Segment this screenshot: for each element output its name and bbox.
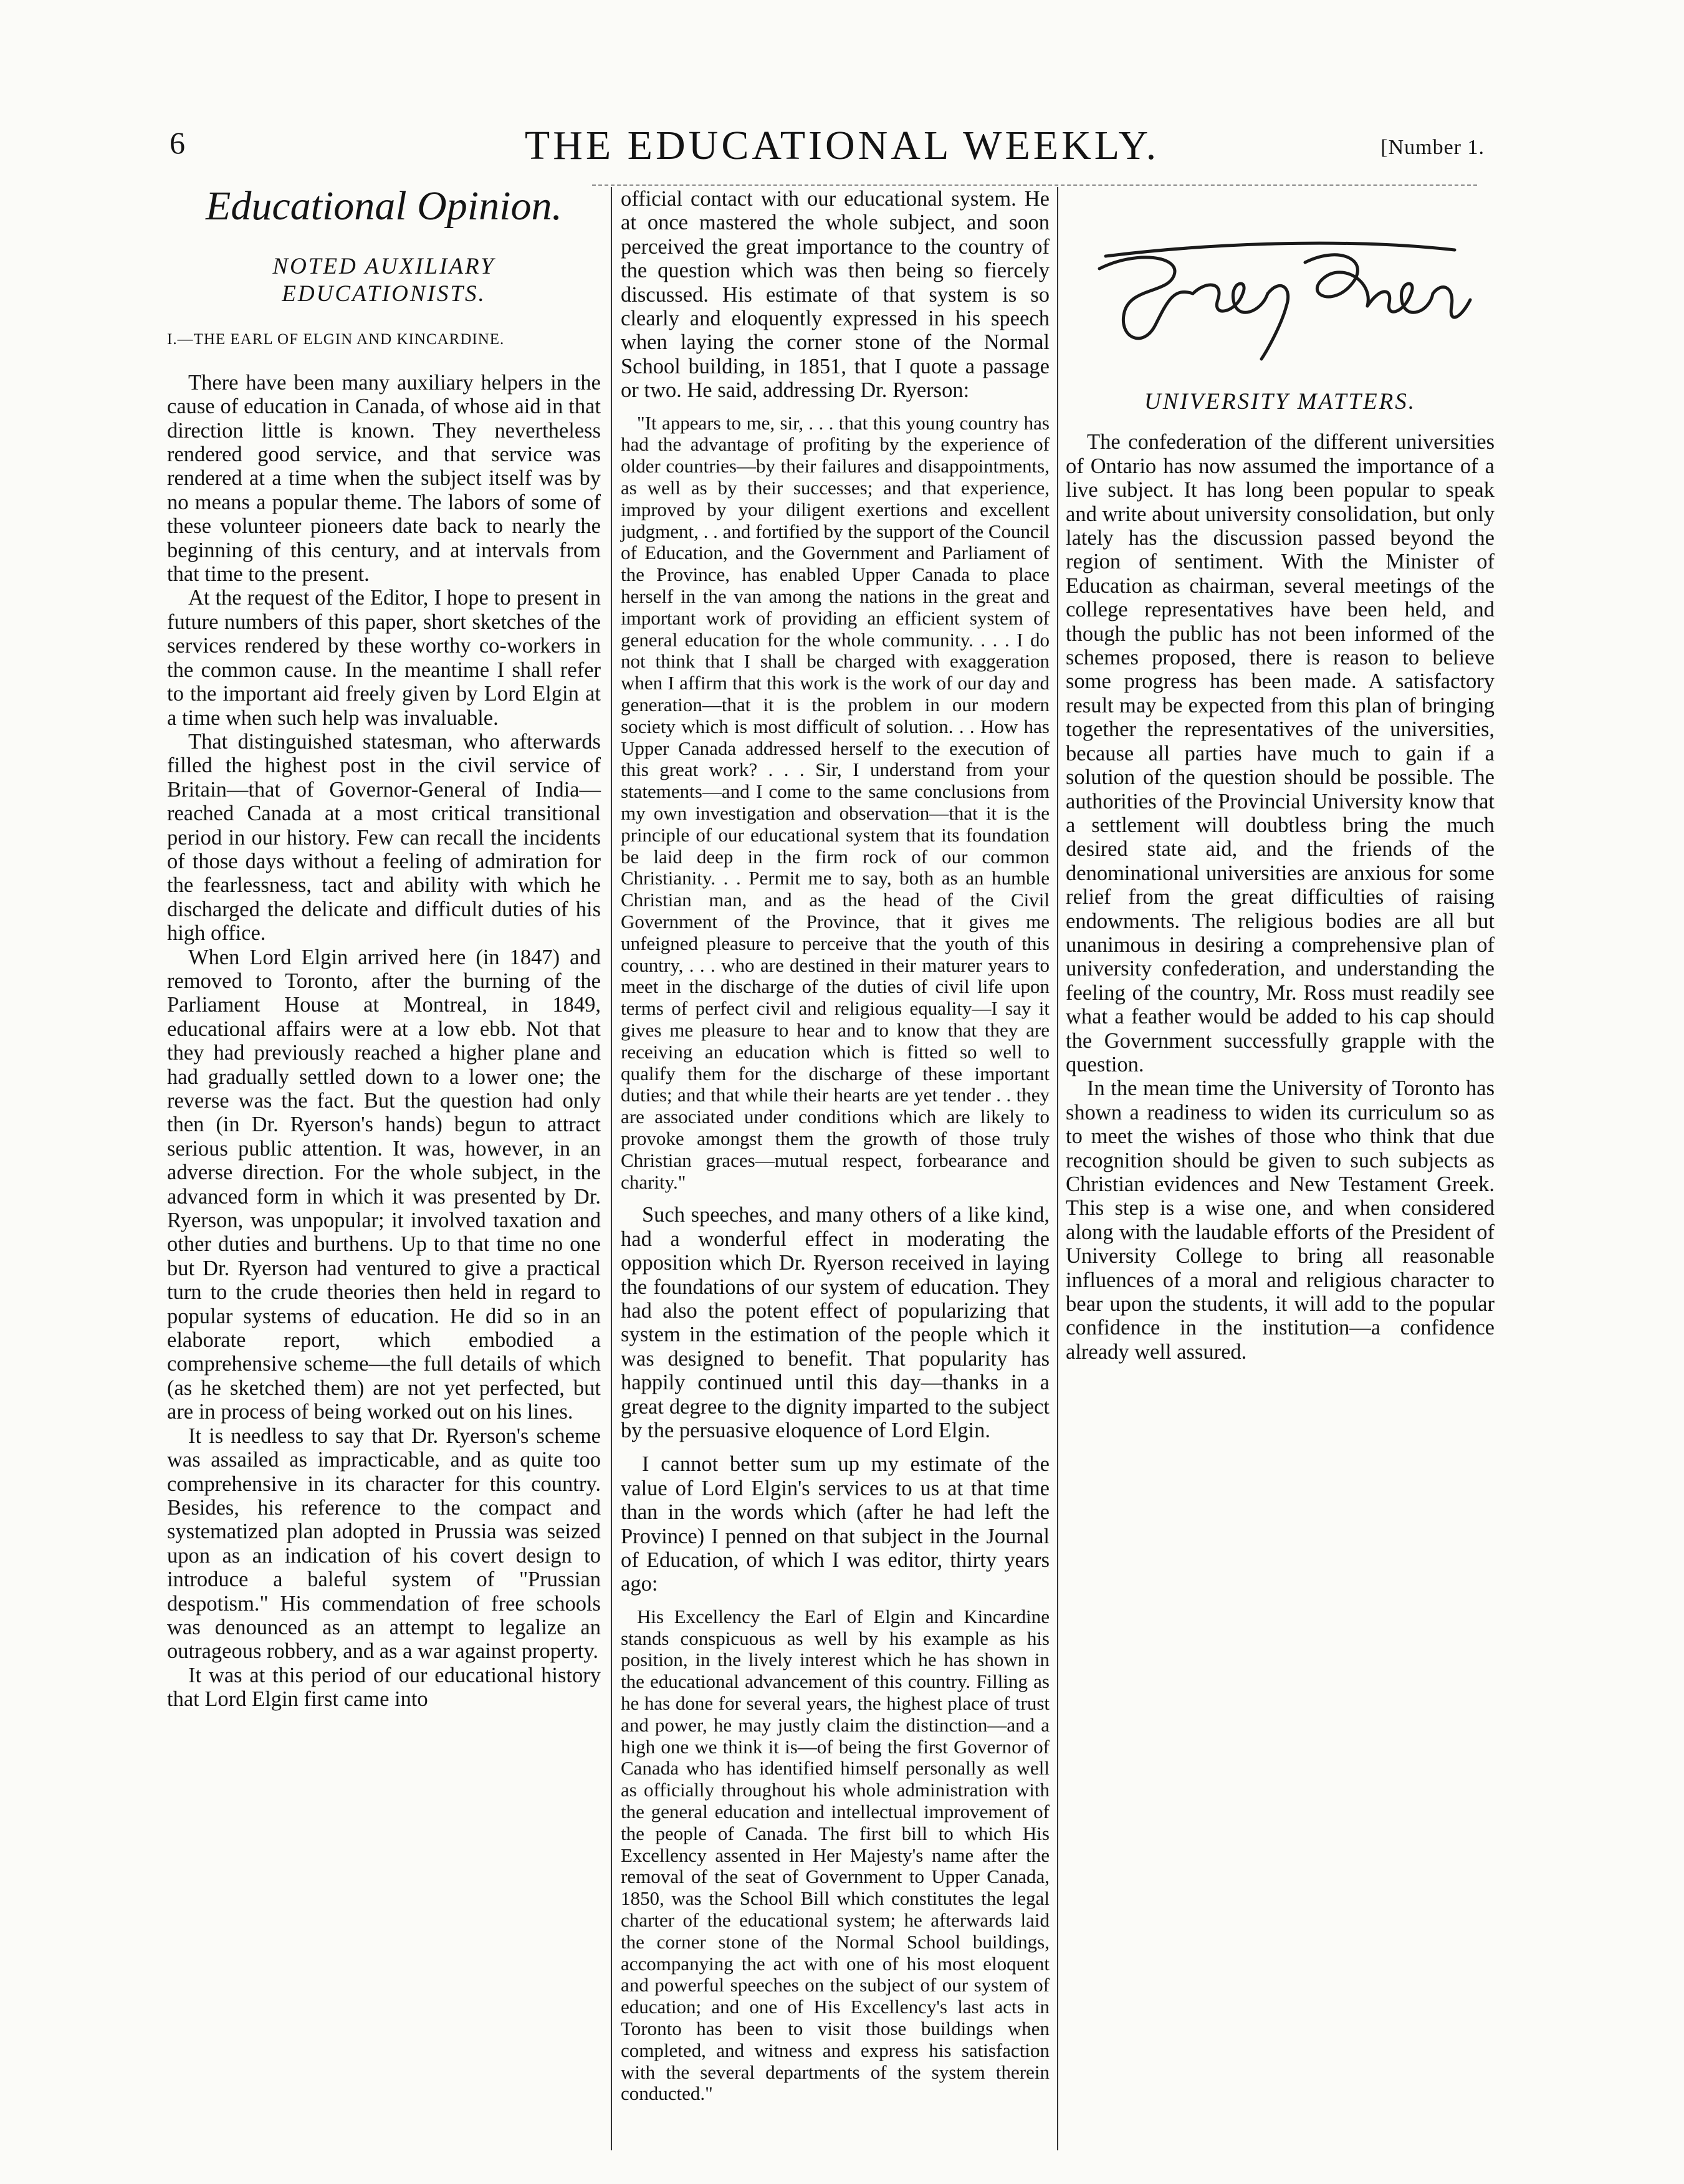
- column-divider-1: [611, 187, 612, 2150]
- editorial-quote: His Excellency the Earl of Elgin and Kincardine stands conspicuous as well by his example as his position, in the lively interest which he has shown in the educational advancement of this country. Filling as he has done for several years, the highest place of trust and power, he may justly claim the distinction—and a high one we think it is—of being the first Governor of Canada who has identified himself personally as well as officially throughout his whole administration with the general education and intellectual improvement of the people of Canada. The first bill to which His Excellency assented in Her Majesty's name after the removal of the seat of Government to Upper Canada, 1850, was the School Bill which constitutes the legal charter of the educational system; he afterwards laid the corner stone of the Normal School buildings, accompanying the act with one of his most eloquent and powerful speeches on the subject of our system of education; and one of His Excellency's last acts in Toronto has been to visit those buildings when completed, and witness and express his satisfaction with the several departments of the system therein conducted.": [621, 1605, 1050, 2105]
- article-paragraph: When Lord Elgin arrived here (in 1847) and removed to Toronto, after the burning of the Parliament House at Montreal, in 1849, educational affairs were at a low ebb. Not that they had previously reached a higher plane and had gradually settled down to a lower one; the reverse was the fact. But the question had only then (in Dr. Ryerson's hands) begun to attract serious public attention. It was, however, in an adverse direction. For the whole subject, in the advanced form in which it was presented by Dr. Ryerson, was unpopular; it involved taxation and other duties and burthens. Up to that time no one but Dr. Ryerson had ventured to give a practical turn to the crude theories then held in regard to popular systems of education. He did so in an elaborate report, which embodied a comprehensive scheme—the full details of which (as he sketched them) are not yet perfected, but are in process of being worked out on his lines.: [167, 945, 601, 1424]
- article-paragraph: official contact with our educational system. He at once mastered the whole subject, and soon perceived the great importance to the country of the question which was then being so fiercely discussed. His estimate of that system is so clearly and eloquently expressed in his speech when laying the corner stone of the Normal School building, in 1851, that I quote a passage or two. He said, addressing Dr. Ryerson:: [621, 187, 1050, 403]
- column-3: [1066, 187, 1495, 1364]
- article-subtitle: I.—THE EARL OF ELGIN AND KINCARDINE.: [167, 331, 505, 348]
- article-paragraph: At the request of the Editor, I hope to present in future numbers of this paper, short sketches of the services rendered by these worthy co-workers in the common cause. In the meantime I shall refer to the important aid freely given by Lord Elgin at a time when such help was invaluable.: [167, 586, 601, 730]
- issue-number: [Number 1.: [1380, 136, 1485, 159]
- publication-title: THE EDUCATIONAL WEEKLY.: [524, 123, 1160, 168]
- column-2: [621, 187, 1050, 2105]
- university-paragraph: In the mean time the University of Toronto has shown a readiness to widen its curriculum so as to meet the wishes of those who think that due recognition should be given to such subjects as Christian evidences and New Testament Greek. This step is a wise one, and when considered along with the laudable efforts of the President of University College to bring all reasonable influences of a moral and religious character to bear upon the students, it will add to the popular confidence in the institution—a confidence already well assured.: [1066, 1076, 1495, 1364]
- article-title: NOTED AUXILIARY EDUCATIONISTS.: [272, 254, 495, 307]
- university-paragraph: The confederation of the different universities of Ontario has now assumed the importance of a live subject. It has long been popular to speak and write about university consolidation, but only lately has the discussion passed beyond the region of sentiment. With the Minister of Education as chairman, several meetings of the college representatives have been held, and though the public has not been informed of the schemes proposed, there is reason to believe some progress has been made. A satisfactory result may be expected from this plan of bringing together the representatives of the universities, because all parties have much to gain if a solution of the question should be possible. The authorities of the Provincial University know that a settlement will doubtless bring the much desired state aid, and the friends of the denominational universities are anxious for some relief from the great difficulties of raising endowments. The religious bodies are all but unanimous in desiring a comprehensive plan of university confederation, and understanding the feeling of the country, Mr. Ross must readily see what a feather would be added to his cap should the Government successfully grapple with the question.: [1066, 430, 1495, 1076]
- article-paragraph: It is needless to say that Dr. Ryerson's scheme was assailed as impracticable, and as quite too comprehensive in its character for this country. Besides, his reference to the compact and systematized plan adopted in Prussia was seized upon as an indication of his covert design to introduce a baleful system of "Prussian despotism." His commendation of free schools was denounced as an attempt to legalize an outrageous robbery, and as a war against property.: [167, 1424, 601, 1664]
- article-paragraph: I cannot better sum up my estimate of the value of Lord Elgin's services to us at that time than in the words which (after he had left the Province) I penned on that subject in the Journal of Education, of which I was editor, thirty years ago:: [621, 1452, 1050, 1596]
- speech-quote: "It appears to me, sir, . . . that this young country has had the advantage of profiting by the experience of older countries—by their failures and disappointments, as well as by their successes; and that experience, improved by your diligent exertions and excellent judgment, . . and fortified by the support of the Council of Education, and the Government and Parliament of the Province, has enabled Upper Canada to place herself in the van among the nations in the great and important work of providing an efficient system of general education for the whole community. . . . I do not think that I shall be charged with exaggeration when I affirm that this work is the work of our day and generation—that it is the problem in our modern society which is most difficult of solution. . . How has Upper Canada addressed herself to the execution of this great work? . . . Sir, I understand from your statements—and I come to the same conclusions from my own investigation and observation—that it is the principle of our educational system that its foundation be laid deep in the firm rock of our common Christianity. . . Permit me to say, both as an humble Christian man, and as the head of the Civil Government of the Province, that it gives me unfeigned pleasure to perceive that the youth of this country, . . . who are destined in their maturer years to meet in the discharge of the duties of civil life upon terms of perfect civil and religious equality—I say it gives me pleasure to hear and to know that they are receiving an education which is fitted so well to qualify them for the discharge of these important duties; and that while their hearts are yet tender . . they are associated under conditions which are likely to provoke amongst them the growth of those truly Christian graces—mutual respect, forbearance and charity.": [621, 411, 1050, 1193]
- column-divider-2: [1057, 187, 1058, 2150]
- university-title: UNIVERSITY MATTERS.: [1144, 389, 1416, 414]
- article-paragraph: There have been many auxiliary helpers in the cause of education in Canada, of whose aid in that direction little is known. They nevertheless rendered good service, and that service was rendered at a time when the subject itself was by no means a popular theme. The labors of some of these volunteer pioneers date back to nearly the beginning of this century, and at intervals from that time to the present.: [167, 370, 601, 587]
- signature-scribble: [1081, 219, 1480, 362]
- section-title: Educational Opinion.: [206, 183, 562, 229]
- article-paragraph: Such speeches, and many others of a like kind, had a wonderful effect in moderating the opposition which Dr. Ryerson received in laying the foundations of our system of education. They had also the potent effect of popularizing that system in the estimation of the people which it was designed to benefit. That popularity has happily continued until this day—thanks in a great degree to the dignity imparted to the subject by the persuasive eloquence of Lord Elgin.: [621, 1203, 1050, 1442]
- page-number: 6: [170, 125, 185, 160]
- signature: [1066, 209, 1495, 371]
- article-paragraph: That distinguished statesman, who afterwards filled the highest post in the civil service of Britain—that of Governor-General of India—reached Canada at a most critical transitional period in our history. Few can recall the incidents of those days without a feeling of admiration for the fearlessness, tact and ability with which he discharged the delicate and difficult duties of his high office.: [167, 729, 601, 946]
- column-1: [167, 183, 601, 1712]
- article-paragraph: It was at this period of our educational history that Lord Elgin first came into: [167, 1663, 601, 1712]
- header-rule: [592, 184, 1477, 186]
